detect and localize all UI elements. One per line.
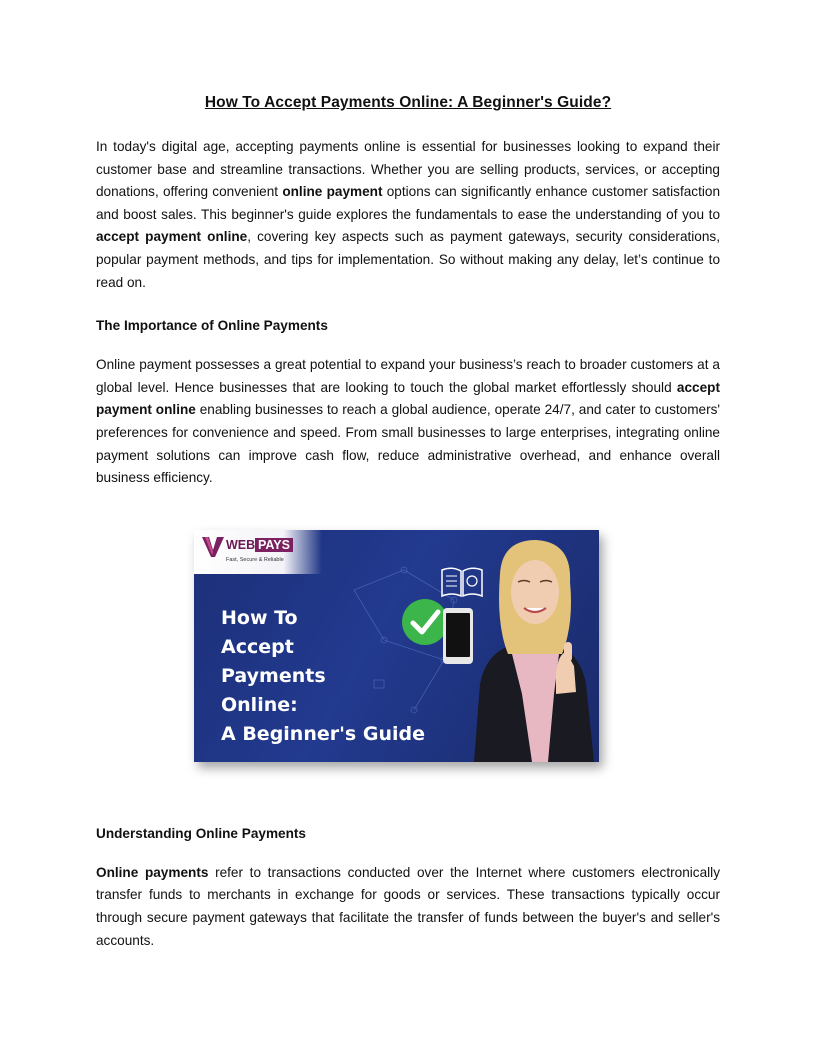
understanding-text-1: refer to transactions conducted over the Internet where customers electronically transfer funds to merchants in exchange for goods or services. These transactions typically occur through secure payment gateways that facilitate the transfer of funds between the buyer's and seller's accounts. bbox=[96, 864, 720, 948]
checkmark-icon bbox=[401, 598, 449, 646]
importance-bold-accept-payment-online: accept payment online bbox=[96, 379, 720, 418]
importance-heading: The Importance of Online Payments bbox=[96, 318, 328, 334]
webpays-v-logo-icon bbox=[202, 537, 224, 557]
webpays-logo bbox=[194, 530, 322, 574]
logo-tagline: Fast, Secure & Reliable bbox=[226, 556, 284, 563]
banner-line: How To bbox=[221, 606, 298, 629]
importance-text-2: enabling businesses to reach a global audience, operate 24/7, and cater to customers' preferences for convenience and speed. From small businesses to large enterprises, integrating online payment solutions can improve cash flow, reduce administrative overhead, and enhance overall business efficiency. bbox=[96, 402, 720, 486]
banner-image bbox=[194, 530, 599, 762]
importance-paragraph bbox=[96, 354, 720, 490]
understanding-bold-online-payments: Online payments bbox=[96, 864, 209, 880]
intro-bold-online-payment: online payment bbox=[282, 184, 383, 200]
intro-text-1: In today's digital age, accepting payments online is essential for businesses looking to expand their customer base and streamline transactions. Whether you are selling products, services, or accepting donations, offering convenient bbox=[96, 139, 720, 200]
logo-pays-text: PAYS bbox=[255, 538, 293, 552]
intro-paragraph bbox=[96, 136, 720, 294]
banner-headline bbox=[221, 604, 425, 749]
banner-line: A Beginner's Guide bbox=[221, 722, 425, 745]
logo-web-text: WEB bbox=[226, 537, 256, 552]
document-page bbox=[96, 94, 720, 952]
importance-text-1: Online payment possesses a great potential to expand your business’s reach to broader customers at a global level. Hence businesses that are looking to touch the global market effortlessly should bbox=[96, 357, 720, 395]
banner-line: Accept bbox=[221, 635, 294, 658]
understanding-heading: Understanding Online Payments bbox=[96, 825, 306, 841]
intro-bold-accept-payment-online: accept payment online bbox=[96, 229, 248, 245]
intro-text-3: , covering key aspects such as payment gateways, security considerations, popular payment methods, and tips for implementation. So without making any delay, let’s continue to read on. bbox=[96, 229, 720, 290]
smartphone-icon bbox=[443, 608, 473, 664]
banner-line: Payments bbox=[221, 664, 326, 687]
page-title: How To Accept Payments Online: A Beginner's Guide? bbox=[204, 94, 612, 111]
banner-graphic bbox=[194, 530, 599, 762]
banner-line: Online: bbox=[221, 693, 298, 716]
understanding-paragraph bbox=[96, 862, 720, 952]
intro-text-2: options can significantly enhance customer satisfaction and boost sales. This beginner's guide explores the fundamentals to ease the understanding of you to bbox=[96, 184, 720, 222]
